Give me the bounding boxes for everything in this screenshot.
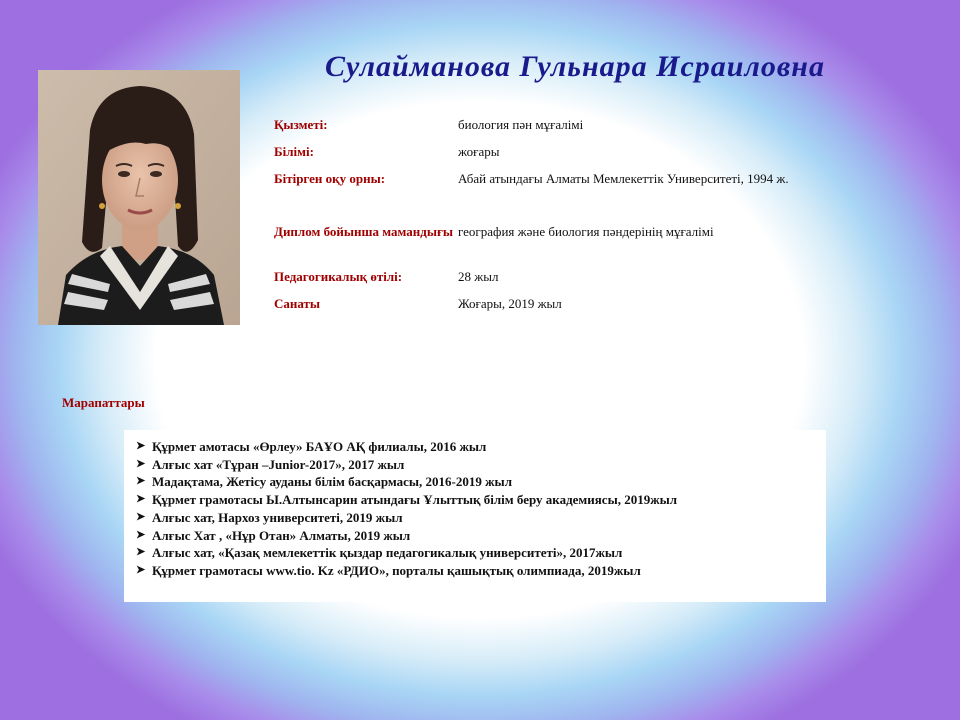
arrow-bullet-icon: ➤ bbox=[136, 493, 146, 506]
award-text: Мадақтама, Жетісу ауданы білім басқармасы, 2016-2019 жыл bbox=[152, 474, 512, 490]
award-text: Алғыс хат, Нархоз университеті, 2019 жыл bbox=[152, 509, 403, 525]
arrow-bullet-icon: ➤ bbox=[136, 528, 146, 541]
award-text: Құрмет грамотасы Ы.Алтынсарин атындағы Ұлыттық білім беру академиясы, 2019жыл bbox=[152, 492, 678, 508]
info-label: Қызметі: bbox=[274, 117, 328, 132]
info-value: Абай атындағы Алматы Мемлекеттік Университеті, 1994 ж. bbox=[458, 171, 789, 186]
award-text: Алғыс Хат , «Нұр Отан» Алматы, 2019 жыл bbox=[152, 527, 411, 543]
portrait-image bbox=[38, 70, 240, 325]
info-label: Бітірген оқу орны: bbox=[274, 171, 386, 186]
info-row bbox=[268, 296, 858, 323]
award-text: Құрмет амотасы «Өрлеу» БАҰО АҚ филиалы, 2016 жыл bbox=[152, 439, 487, 454]
award-item bbox=[136, 509, 677, 527]
arrow-bullet-icon: ➤ bbox=[136, 475, 146, 488]
award-item bbox=[136, 527, 677, 545]
arrow-bullet-icon: ➤ bbox=[136, 563, 146, 576]
award-item bbox=[136, 456, 677, 474]
awards-list bbox=[136, 438, 677, 580]
award-item bbox=[136, 491, 677, 509]
info-row bbox=[268, 224, 858, 269]
award-item bbox=[136, 473, 677, 491]
awards-box bbox=[124, 430, 826, 602]
arrow-bullet-icon: ➤ bbox=[136, 510, 146, 523]
info-value: жоғары bbox=[458, 144, 500, 159]
info-row bbox=[268, 117, 858, 144]
info-label: Диплом бойынша мамандығы bbox=[274, 224, 454, 239]
info-label: Білімі: bbox=[274, 144, 314, 159]
award-item bbox=[136, 544, 677, 562]
arrow-bullet-icon: ➤ bbox=[136, 546, 146, 559]
award-item bbox=[136, 562, 677, 580]
info-value: география және биология пәндерінің мұғалімі bbox=[458, 224, 714, 239]
info-label: Санаты bbox=[274, 296, 321, 311]
info-row bbox=[268, 171, 858, 224]
arrow-bullet-icon: ➤ bbox=[136, 457, 146, 470]
award-text: Алғыс хат, «Қазақ мемлекеттік қыздар педагогикалық университеті», 2017жыл bbox=[152, 545, 623, 561]
award-text: Құрмет грамотасы www.tio. Kz «РДИО», порталы қашықтық олимпиада, 2019жыл bbox=[152, 562, 641, 578]
info-row bbox=[268, 144, 858, 171]
award-text: Алғыс хат «Тұран –Junior-2017», 2017 жыл bbox=[152, 456, 405, 472]
info-row bbox=[268, 269, 858, 296]
page-title: Сулайманова Гульнара Исраиловна bbox=[325, 50, 825, 83]
info-value: 28 жыл bbox=[458, 269, 499, 284]
arrow-bullet-icon: ➤ bbox=[136, 440, 146, 452]
info-value: Жоғары, 2019 жыл bbox=[458, 296, 562, 311]
info-label: Педагогикалық өтілі: bbox=[274, 269, 403, 284]
info-value: биология пән мұғалімі bbox=[458, 117, 584, 132]
awards-heading: Марапаттары bbox=[62, 395, 145, 410]
info-table bbox=[268, 117, 858, 323]
award-item bbox=[136, 438, 677, 456]
teacher-photo bbox=[38, 70, 240, 325]
